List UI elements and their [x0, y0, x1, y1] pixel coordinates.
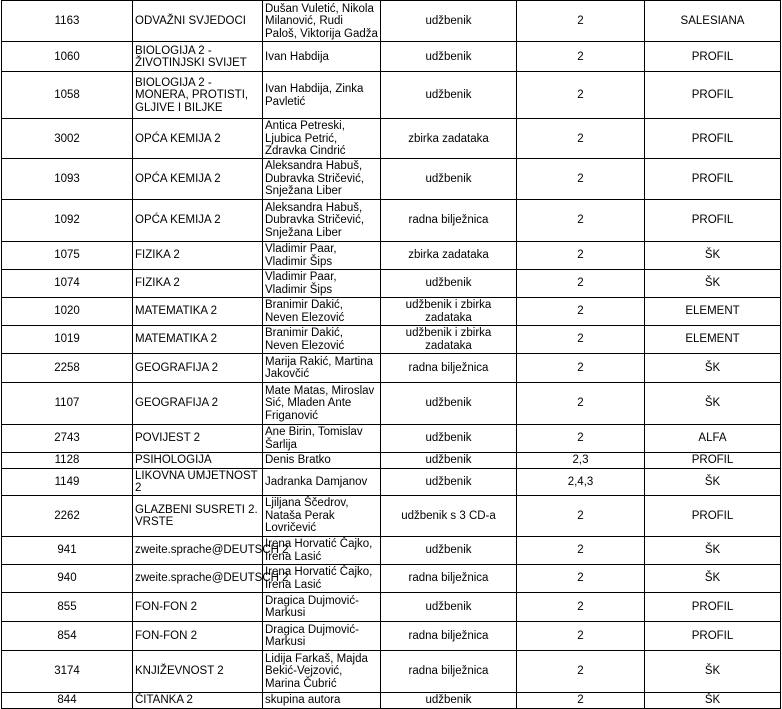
cell-type: udžbenik	[381, 158, 517, 199]
cell-id: 855	[2, 592, 133, 621]
cell-title: OPĆA KEMIJA 2	[133, 199, 263, 241]
cell-grade: 2	[517, 424, 645, 452]
table-row	[2, 382, 781, 424]
cell-publisher: ŠK	[645, 269, 781, 297]
cell-id: 1107	[2, 382, 133, 424]
cell-type: udžbenik	[381, 382, 517, 424]
cell-type: udžbenik	[381, 592, 517, 621]
cell-grade: 2,4,3	[517, 468, 645, 495]
cell-type: radna bilježnica	[381, 650, 517, 692]
cell-authors: Dušan Vuletić, Nikola Milanović, Rudi Paloš, Viktorija Gadža	[263, 1, 381, 42]
cell-authors: Aleksandra Habuš, Dubravka Stričević, Snježana Liber	[263, 199, 381, 241]
table-row	[2, 199, 781, 241]
cell-id: 844	[2, 692, 133, 708]
table-row	[2, 650, 781, 692]
cell-id: 1020	[2, 297, 133, 325]
cell-type: udžbenik	[381, 452, 517, 468]
cell-title: FON-FON 2	[133, 621, 263, 650]
table-row	[2, 241, 781, 269]
cell-publisher: PROFIL	[645, 452, 781, 468]
cell-title: GLAZBENI SUSRETI 2. VRSTE	[133, 495, 263, 536]
cell-type: udžbenik	[381, 1, 517, 42]
table-row	[2, 692, 781, 708]
cell-title: zweite.sprache@DEUTSCH 2	[133, 564, 263, 592]
table-row	[2, 72, 781, 119]
cell-type: udžbenik	[381, 72, 517, 119]
cell-authors: Lidija Farkaš, Majda Bekić-Vejzović, Marina Čubrić	[263, 650, 381, 692]
cell-id: 1074	[2, 269, 133, 297]
cell-authors: skupina autora	[263, 692, 381, 708]
cell-authors: Ivan Habdija	[263, 42, 381, 72]
cell-id: 941	[2, 536, 133, 564]
table-row	[2, 42, 781, 72]
cell-publisher: ŠK	[645, 468, 781, 495]
cell-title: KNJIŽEVNOST 2	[133, 650, 263, 692]
cell-publisher: ELEMENT	[645, 297, 781, 325]
cell-id: 1149	[2, 468, 133, 495]
cell-grade: 2	[517, 353, 645, 382]
cell-id: 3002	[2, 119, 133, 159]
cell-id: 1019	[2, 325, 133, 353]
cell-type: udžbenik	[381, 692, 517, 708]
cell-authors: Dragica Dujmović-Markusi	[263, 592, 381, 621]
cell-type: zbirka zadataka	[381, 241, 517, 269]
cell-publisher: PROFIL	[645, 72, 781, 119]
cell-title: GEOGRAFIJA 2	[133, 382, 263, 424]
cell-title: ČITANKA 2	[133, 692, 263, 708]
table-row	[2, 564, 781, 592]
cell-type: udžbenik	[381, 42, 517, 72]
textbook-table-body	[2, 1, 781, 709]
cell-title: GEOGRAFIJA 2	[133, 353, 263, 382]
cell-authors: Mate Matas, Miroslav Sić, Mladen Ante Friganović	[263, 382, 381, 424]
cell-authors: Vladimir Paar, Vladimir Šips	[263, 241, 381, 269]
cell-publisher: PROFIL	[645, 158, 781, 199]
cell-id: 1075	[2, 241, 133, 269]
cell-type: radna bilježnica	[381, 564, 517, 592]
cell-publisher: ŠK	[645, 353, 781, 382]
cell-title: FIZIKA 2	[133, 241, 263, 269]
cell-publisher: PROFIL	[645, 119, 781, 159]
cell-authors: Aleksandra Habuš, Dubravka Stričević, Snježana Liber	[263, 158, 381, 199]
table-row	[2, 353, 781, 382]
cell-authors: Antica Petreski, Ljubica Petrić, Zdravka Cindrić	[263, 119, 381, 159]
cell-publisher: PROFIL	[645, 199, 781, 241]
cell-publisher: PROFIL	[645, 495, 781, 536]
cell-type: radna bilježnica	[381, 353, 517, 382]
table-row	[2, 269, 781, 297]
cell-grade: 2	[517, 199, 645, 241]
cell-publisher: ŠK	[645, 692, 781, 708]
cell-grade: 2	[517, 650, 645, 692]
cell-title: BIOLOGIJA 2 - ŽIVOTINJSKI SVIJET	[133, 42, 263, 72]
cell-id: 854	[2, 621, 133, 650]
cell-id: 2262	[2, 495, 133, 536]
cell-id: 1128	[2, 452, 133, 468]
cell-id: 1093	[2, 158, 133, 199]
cell-grade: 2	[517, 495, 645, 536]
cell-type: udžbenik	[381, 468, 517, 495]
table-row	[2, 297, 781, 325]
cell-authors: Irena Horvatić Čajko, Irena Lasić	[263, 536, 381, 564]
cell-publisher: PROFIL	[645, 592, 781, 621]
cell-grade: 2	[517, 564, 645, 592]
cell-authors: Ljiljana Ščedrov, Nataša Perak Lovričević	[263, 495, 381, 536]
cell-grade: 2	[517, 536, 645, 564]
table-row	[2, 536, 781, 564]
cell-type: udžbenik s 3 CD-a	[381, 495, 517, 536]
cell-type: udžbenik i zbirka zadataka	[381, 325, 517, 353]
cell-type: radna bilježnica	[381, 199, 517, 241]
cell-type: udžbenik	[381, 269, 517, 297]
cell-publisher: ŠK	[645, 650, 781, 692]
table-row	[2, 621, 781, 650]
cell-publisher: ŠK	[645, 382, 781, 424]
cell-title: POVIJEST 2	[133, 424, 263, 452]
cell-type: radna bilježnica	[381, 621, 517, 650]
cell-title: OPĆA KEMIJA 2	[133, 119, 263, 159]
table-row	[2, 495, 781, 536]
cell-title: MATEMATIKA 2	[133, 325, 263, 353]
cell-id: 3174	[2, 650, 133, 692]
cell-grade: 2	[517, 269, 645, 297]
table-row	[2, 325, 781, 353]
cell-authors: Branimir Dakić, Neven Elezović	[263, 325, 381, 353]
cell-title: PSIHOLOGIJA	[133, 452, 263, 468]
cell-grade: 2	[517, 119, 645, 159]
cell-authors: Dragica Dujmović-Markusi	[263, 621, 381, 650]
cell-title: MATEMATIKA 2	[133, 297, 263, 325]
cell-authors: Jadranka Damjanov	[263, 468, 381, 495]
table-row	[2, 452, 781, 468]
cell-title: OPĆA KEMIJA 2	[133, 158, 263, 199]
cell-publisher: ALFA	[645, 424, 781, 452]
cell-title: BIOLOGIJA 2 - MONERA, PROTISTI, GLJIVE I BILJKE	[133, 72, 263, 119]
cell-grade: 2	[517, 325, 645, 353]
cell-grade: 2	[517, 241, 645, 269]
cell-authors: Irena Horvatić Čajko, Irena Lasić	[263, 564, 381, 592]
cell-grade: 2	[517, 158, 645, 199]
cell-authors: Ivan Habdija, Zinka Pavletić	[263, 72, 381, 119]
cell-id: 2258	[2, 353, 133, 382]
cell-type: udžbenik	[381, 424, 517, 452]
cell-publisher: SALESIANA	[645, 1, 781, 42]
cell-authors: Ane Birin, Tomislav Šarlija	[263, 424, 381, 452]
cell-grade: 2	[517, 1, 645, 42]
cell-id: 1060	[2, 42, 133, 72]
cell-title: FON-FON 2	[133, 592, 263, 621]
cell-grade: 2	[517, 382, 645, 424]
table-row	[2, 592, 781, 621]
cell-id: 940	[2, 564, 133, 592]
textbook-table	[1, 0, 781, 709]
cell-authors: Denis Bratko	[263, 452, 381, 468]
cell-grade: 2	[517, 621, 645, 650]
cell-publisher: ELEMENT	[645, 325, 781, 353]
cell-grade: 2	[517, 692, 645, 708]
cell-type: udžbenik	[381, 536, 517, 564]
cell-grade: 2,3	[517, 452, 645, 468]
cell-id: 1058	[2, 72, 133, 119]
cell-authors: Vladimir Paar, Vladimir Šips	[263, 269, 381, 297]
cell-publisher: PROFIL	[645, 621, 781, 650]
cell-publisher: ŠK	[645, 241, 781, 269]
cell-grade: 2	[517, 592, 645, 621]
table-row	[2, 158, 781, 199]
cell-title: FIZIKA 2	[133, 269, 263, 297]
cell-publisher: PROFIL	[645, 42, 781, 72]
table-row	[2, 468, 781, 495]
cell-grade: 2	[517, 297, 645, 325]
cell-id: 1163	[2, 1, 133, 42]
cell-grade: 2	[517, 72, 645, 119]
cell-type: udžbenik i zbirka zadataka	[381, 297, 517, 325]
cell-authors: Branimir Dakić, Neven Elezović	[263, 297, 381, 325]
table-row	[2, 1, 781, 42]
cell-authors: Marija Rakić, Martina Jakovčić	[263, 353, 381, 382]
cell-publisher: ŠK	[645, 536, 781, 564]
cell-id: 2743	[2, 424, 133, 452]
cell-type: zbirka zadataka	[381, 119, 517, 159]
cell-title: zweite.sprache@DEUTSCH 2	[133, 536, 263, 564]
cell-grade: 2	[517, 42, 645, 72]
table-row	[2, 119, 781, 159]
table-row	[2, 424, 781, 452]
cell-title: ODVAŽNI SVJEDOCI	[133, 1, 263, 42]
cell-title: LIKOVNA UMJETNOST 2	[133, 468, 263, 495]
cell-id: 1092	[2, 199, 133, 241]
cell-publisher: ŠK	[645, 564, 781, 592]
